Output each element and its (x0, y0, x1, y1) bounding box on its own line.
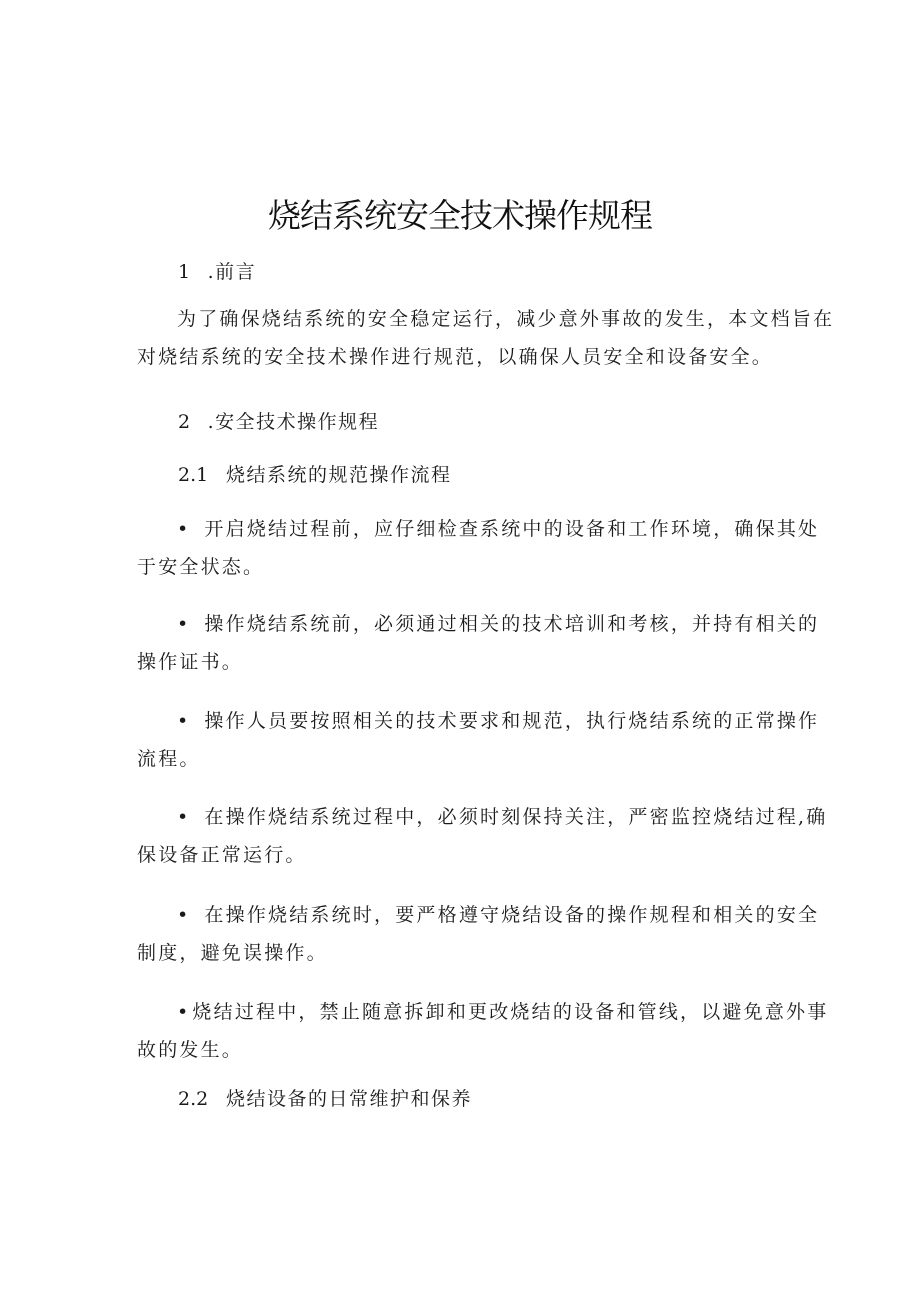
paragraph-line: 为了确保烧结系统的安全稳定运行，减少意外事故的发生，本文档旨在 (177, 308, 835, 330)
bullet-icon: • (177, 806, 191, 828)
section-number: 2.1 (178, 464, 209, 486)
subsection-heading-2-2 (178, 1084, 472, 1111)
section-number: 2.2 (178, 1088, 209, 1110)
bullet-text-continued: 制度，避免误操作。 (137, 942, 328, 964)
document-title: 烧结系统安全技术操作规程 (268, 196, 652, 235)
section-label: .安全技术操作规程 (207, 411, 380, 433)
bullet-text-continued: 于安全状态。 (137, 556, 265, 578)
bullet-icon: • (177, 518, 191, 540)
bullet-icon: • (177, 904, 191, 926)
bullet-text: 开启烧结过程前，应仔细检查系统中的设备和工作环境，确保其处 (204, 518, 820, 540)
bullet-text: 在操作烧结系统时，要严格遵守烧结设备的操作规程和相关的安全 (204, 904, 820, 926)
bullet-text: 操作烧结系统前，必须通过相关的技术培训和考核，并持有相关的 (204, 613, 820, 635)
bullet-item-3 (137, 702, 820, 778)
paragraph-line: 对烧结系统的安全技术操作进行规范，以确保人员安全和设备安全。 (137, 346, 774, 368)
bullet-text-continued: 流程。 (137, 748, 201, 770)
bullet-text-continued: 操作证书。 (137, 651, 244, 673)
bullet-text-continued: 保设备正常运行。 (137, 844, 307, 866)
bullet-item-4 (137, 798, 828, 874)
section-number: 2 (178, 411, 191, 433)
bullet-text: 烧结过程中，禁止随意拆卸和更改烧结的设备和管线，以避免意外事 (192, 1001, 829, 1023)
bullet-item-5 (137, 896, 820, 972)
bullet-item-2 (137, 605, 820, 681)
bullet-text-continued: 故的发生。 (137, 1039, 244, 1061)
section-heading-2 (178, 407, 379, 434)
section-label: 烧结系统的规范操作流程 (226, 464, 452, 486)
bullet-text: 在操作烧结系统过程中，必须时刻保持关注，严密监控烧结过程,确 (204, 806, 828, 828)
bullet-icon: • (177, 710, 191, 732)
bullet-item-6 (137, 993, 829, 1069)
bullet-icon: • (177, 1001, 191, 1023)
intro-paragraph (137, 300, 835, 376)
section-number: 1 (178, 261, 191, 283)
subsection-heading-2-1 (178, 460, 452, 487)
section-label: .前言 (207, 261, 257, 283)
bullet-item-1 (137, 510, 820, 586)
section-heading-1 (178, 257, 256, 284)
bullet-icon: • (177, 613, 191, 635)
section-label: 烧结设备的日常维护和保养 (226, 1088, 473, 1110)
bullet-text: 操作人员要按照相关的技术要求和规范，执行烧结系统的正常操作 (204, 710, 820, 732)
